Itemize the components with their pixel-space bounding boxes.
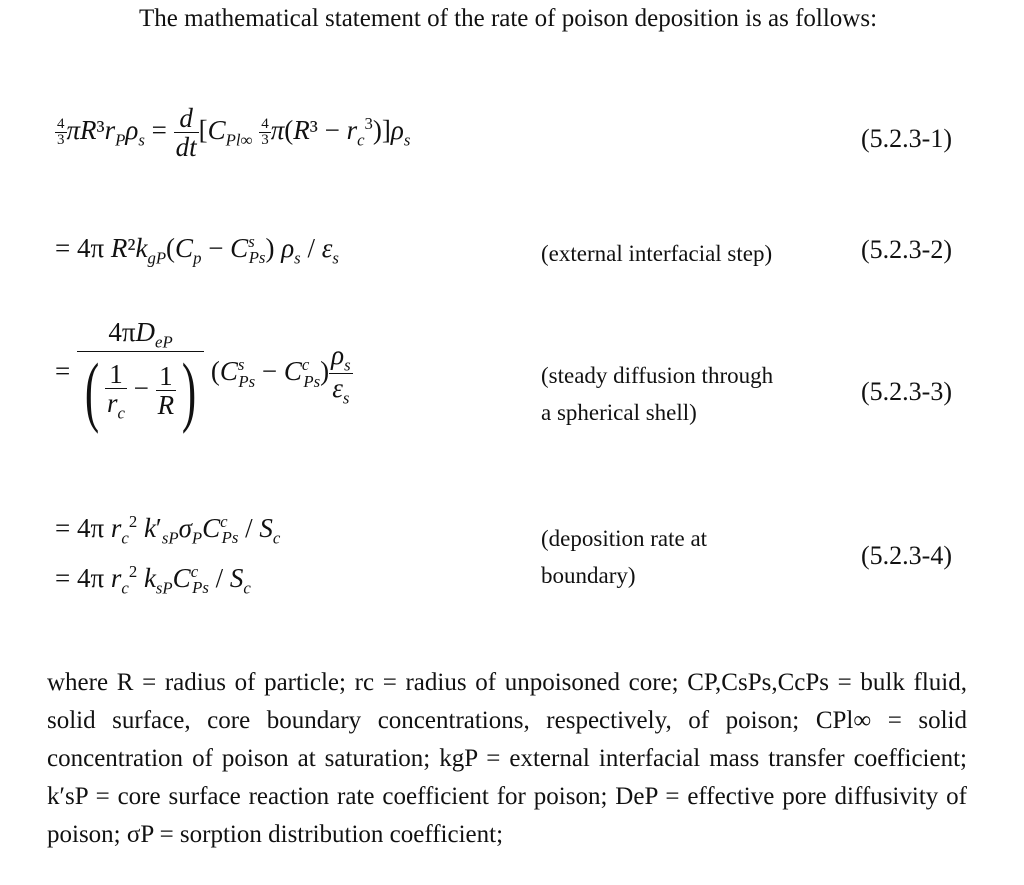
note-line: (deposition rate at <box>541 526 708 551</box>
note-external-interfacial: (external interfacial step) <box>541 241 773 266</box>
intro-text: The mathematical statement of the rate of poison deposition is as follows: <box>139 5 878 32</box>
equation-number-1: (5.2.3-1) <box>861 124 952 153</box>
equation-number-4: (5.2.3-4) <box>861 541 952 570</box>
intro-paragraph <box>47 0 967 38</box>
note-line: boundary) <box>541 563 636 588</box>
equation-5-2-3-3: = $4\pi D_{eP}$ ( $\frac{1}{r_c}$ − $\frac{1}{R}$ ) $(C^s_{Ps} - C^c_{Ps})$ $\frac{\rho_s}{\varepsilon_s}$ <box>55 317 351 434</box>
note-deposition-rate <box>541 520 707 594</box>
equation-5-2-3-1: $\frac{4}{3}$ $\pi R^3r_P\rho_s$ = $\frac{d}{dt}$ [$C_{Pl\infty}$ $\frac{4}{3}$ $\pi(R^3 - r_c^3)]\rho_s$ <box>57 103 411 163</box>
note-steady-diffusion <box>541 357 773 431</box>
note-line: (steady diffusion through <box>541 363 774 388</box>
equation-number-2: (5.2.3-2) <box>861 235 952 264</box>
equation-5-2-3-2: = 4π $R^2k_{gP}(C_p - C^s_{Ps})$ $\rho_s / \varepsilon_s$ <box>55 232 339 268</box>
equation-5-2-3-4a: = 4π $r_c^2$ $k'_{sP}\sigma_PC^c_{Ps} / S_c$ <box>55 512 281 548</box>
definitions-paragraph: where R = radius of particle; rc = radius of unpoisoned core; CP,CsPs,CcPs = bulk fluid, solid surface, core boundary concentrations, respectively, of poison; CPl∞ = solid concentration of poison at saturation; kgP = external interfacial mass transfer coefficient; k′sP = core surface reaction rate coefficient for poison; DeP = effective pore diffusivity of poison; σP = sorption distribution coefficient; <box>47 669 967 848</box>
equation-5-2-3-4b: = 4π $r_c^2$ $k_{sP}C^c_{Ps} / S_c$ <box>55 562 251 598</box>
equation-number-3: (5.2.3-3) <box>861 377 952 406</box>
note-line: a spherical shell) <box>541 400 697 425</box>
